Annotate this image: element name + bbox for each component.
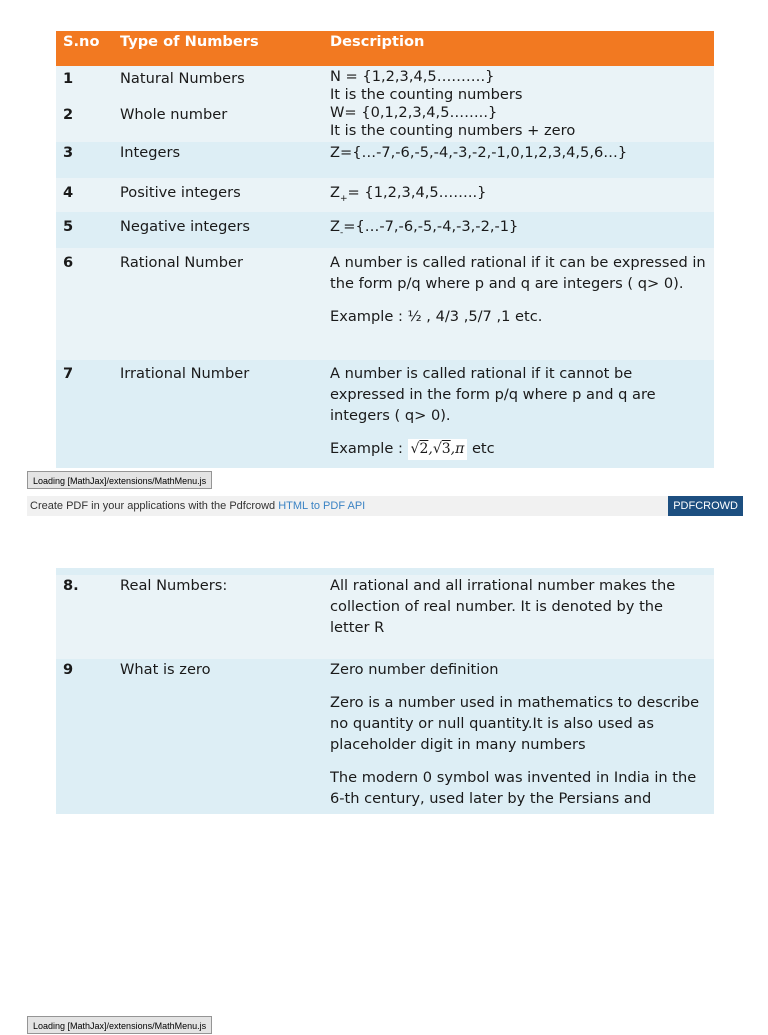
set-symbol: Z xyxy=(330,218,340,235)
table-row xyxy=(56,248,714,360)
desc-paragraph: A number is called rational if it can be expressed in the form p/q where p and q are integers ( q> 0). xyxy=(330,254,706,292)
number-types-table-continued xyxy=(56,568,714,814)
desc-paragraph: Example : ½ , 4/3 ,5/7 ,1 etc. xyxy=(330,308,543,325)
desc-paragraph: Zero is a number used in mathematics to describe no quantity or null quantity.It is also used as placeholder digit in many numbers xyxy=(330,694,700,753)
number-types-table xyxy=(56,31,714,468)
row-description xyxy=(330,178,714,212)
row-type: Positive integers xyxy=(120,184,241,201)
row-sno: 1 xyxy=(63,70,74,87)
row-type: Natural Numbers xyxy=(120,70,245,87)
table-row xyxy=(56,212,714,248)
row-sno: 8. xyxy=(63,577,79,594)
pdfcrowd-footer-bar xyxy=(27,496,743,516)
pdfcrowd-button[interactable]: PDFCROWD xyxy=(668,496,743,516)
table-row xyxy=(56,66,714,104)
row-sno: 7 xyxy=(63,365,74,382)
irrational-math-example: √2,√3,π xyxy=(408,439,468,460)
row-sno: 5 xyxy=(63,218,74,235)
set-symbol: Z xyxy=(330,184,340,201)
table-row xyxy=(56,104,714,142)
row-description xyxy=(330,66,714,104)
row-sno: 4 xyxy=(63,184,74,201)
row-type: Rational Number xyxy=(120,254,243,271)
row-description: Z={…-7,-6,-5,-4,-3,-2,-1,0,1,2,3,4,5,6…} xyxy=(330,144,628,161)
table-row xyxy=(56,575,714,659)
table-row xyxy=(56,178,714,212)
table-header-row xyxy=(56,31,714,66)
desc-paragraph: All rational and all irrational number makes the collection of real number. It is denoted by the letter R xyxy=(330,577,676,636)
set-members: ={…-7,-6,-5,-4,-3,-2,-1} xyxy=(343,218,519,235)
html-to-pdf-link[interactable]: HTML to PDF API xyxy=(278,500,366,512)
example-line xyxy=(330,438,706,460)
desc-line: N = {1,2,3,4,5……….} xyxy=(330,68,495,85)
header-description: Description xyxy=(330,33,425,50)
row-description xyxy=(330,212,714,248)
table-top-edge xyxy=(56,568,714,575)
table-row xyxy=(56,659,714,814)
row-description xyxy=(330,360,714,468)
desc-line: It is the counting numbers + zero xyxy=(330,122,576,139)
set-subscript: - xyxy=(340,227,344,238)
row-description xyxy=(330,104,714,142)
desc-paragraph: A number is called rational if it cannot be expressed in the form p/q where p and q are integers ( q> 0). xyxy=(330,365,656,424)
table-row xyxy=(56,360,714,468)
desc-line: It is the counting numbers xyxy=(330,86,523,103)
row-type: Negative integers xyxy=(120,218,250,235)
mathjax-loading-message: Loading [MathJax]/extensions/MathMenu.js xyxy=(27,471,212,489)
mathjax-loading-message-2: Loading [MathJax]/extensions/MathMenu.js xyxy=(27,1016,212,1034)
row-sno: 2 xyxy=(63,106,74,123)
example-suffix: etc xyxy=(471,440,495,457)
row-type: Real Numbers: xyxy=(120,577,228,594)
row-description xyxy=(330,248,714,360)
row-sno: 9 xyxy=(63,661,74,678)
desc-paragraph: The modern 0 symbol was invented in India in the 6-th century, used later by the Persians and xyxy=(330,769,697,807)
row-type: Whole number xyxy=(120,106,228,123)
desc-line: W= {0,1,2,3,4,5……..} xyxy=(330,104,498,121)
header-sno: S.no xyxy=(63,33,100,50)
set-subscript: + xyxy=(340,193,348,204)
desc-paragraph: Zero number definition xyxy=(330,661,499,678)
example-label: Example : xyxy=(330,440,403,457)
row-type: What is zero xyxy=(120,661,211,678)
row-description xyxy=(330,659,714,814)
table-row xyxy=(56,142,714,178)
set-members: = {1,2,3,4,5……..} xyxy=(347,184,487,201)
header-type: Type of Numbers xyxy=(120,33,259,50)
row-description xyxy=(330,575,714,659)
pdfcrowd-text: Create PDF in your applications with the Pdfcrowd HTML to PDF API xyxy=(30,500,366,512)
row-type: Integers xyxy=(120,144,181,161)
row-sno: 3 xyxy=(63,144,74,161)
row-type: Irrational Number xyxy=(120,365,250,382)
row-sno: 6 xyxy=(63,254,74,271)
